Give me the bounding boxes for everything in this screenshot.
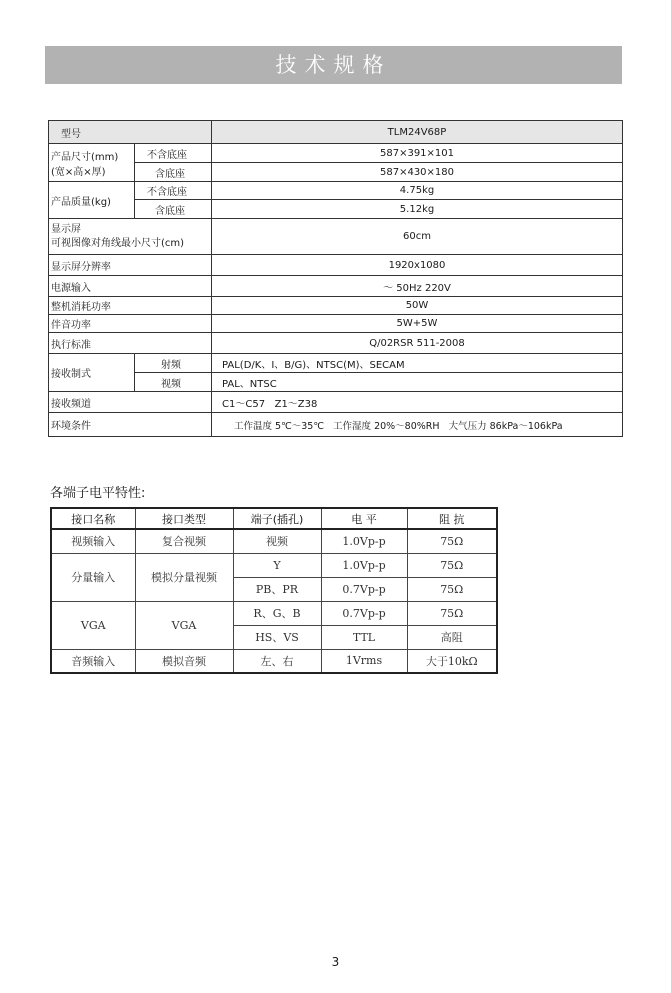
header-level: 电 平	[321, 508, 407, 529]
table-row	[51, 601, 497, 625]
component-y-level: 1.0Vp-p	[321, 553, 407, 577]
reception-label: 接收制式	[49, 354, 135, 392]
table-row	[51, 649, 497, 673]
standard-label: 执行标准	[49, 333, 212, 354]
size-no-stand-label: 不含底座	[135, 144, 212, 163]
standard-value: Q/02RSR 511-2008	[212, 333, 623, 354]
table-row	[49, 163, 623, 182]
video-terminal: 视频	[233, 529, 321, 553]
table-row	[49, 354, 623, 373]
video-impedance: 75Ω	[407, 529, 497, 553]
reception-rf-value: PAL(D/K、I、B/G)、NTSC(M)、SECAM	[212, 354, 623, 373]
weight-no-stand-value: 4.75kg	[212, 182, 623, 200]
resolution-value: 1920x1080	[212, 255, 623, 276]
vga-sync-impedance: 高阻	[407, 625, 497, 649]
vga-rgb-level: 0.7Vp-p	[321, 601, 407, 625]
power-input-value: ～ 50Hz 220V	[212, 276, 623, 297]
component-type: 模拟分量视频	[135, 553, 233, 601]
audio-type: 模拟音频	[135, 649, 233, 673]
table-row	[51, 553, 497, 577]
header-terminal: 端子(插孔)	[233, 508, 321, 529]
page-number: 3	[331, 955, 340, 969]
screen-label: 显示屏 可视图像对角线最小尺寸(cm)	[49, 219, 212, 255]
size-stand-label: 含底座	[135, 163, 212, 182]
table-row	[49, 392, 623, 413]
table-row	[49, 413, 623, 437]
model-label: 型号	[49, 121, 212, 144]
audio-power-value: 5W+5W	[212, 315, 623, 333]
vga-name: VGA	[51, 601, 135, 649]
environment-value: 工作温度 5℃～35℃ 工作湿度 20%～80%RH 大气压力 86kPa～106kPa	[212, 413, 623, 437]
power-consumption-value: 50W	[212, 297, 623, 315]
weight-no-stand-label: 不含底座	[135, 182, 212, 200]
page-title: 技术规格	[275, 53, 392, 77]
table-row	[49, 219, 623, 255]
power-input-label: 电源输入	[49, 276, 212, 297]
table-header-row	[51, 508, 497, 529]
table-row	[49, 373, 623, 392]
weight-stand-label: 含底座	[135, 200, 212, 219]
audio-impedance: 大于10kΩ	[407, 649, 497, 673]
table-row	[49, 255, 623, 276]
video-level: 1.0Vp-p	[321, 529, 407, 553]
table-row	[51, 529, 497, 553]
header-impedance: 阻 抗	[407, 508, 497, 529]
model-value: TLM24V68P	[212, 121, 623, 144]
header-interface-type: 接口类型	[135, 508, 233, 529]
audio-name: 音频输入	[51, 649, 135, 673]
component-pbpr-terminal: PB、PR	[233, 577, 321, 601]
screen-value: 60cm	[212, 219, 623, 255]
vga-sync-level: TTL	[321, 625, 407, 649]
channels-label: 接收频道	[49, 392, 212, 413]
component-pbpr-level: 0.7Vp-p	[321, 577, 407, 601]
component-pbpr-impedance: 75Ω	[407, 577, 497, 601]
audio-terminal: 左、右	[233, 649, 321, 673]
resolution-label: 显示屏分辨率	[49, 255, 212, 276]
vga-type: VGA	[135, 601, 233, 649]
video-type: 复合视频	[135, 529, 233, 553]
vga-rgb-terminal: R、G、B	[233, 601, 321, 625]
table-row	[49, 276, 623, 297]
channels-value: C1～C57 Z1～Z38	[212, 392, 623, 413]
table-row	[49, 144, 623, 163]
component-y-terminal: Y	[233, 553, 321, 577]
table-row	[49, 200, 623, 219]
table-row	[49, 182, 623, 200]
component-name: 分量输入	[51, 553, 135, 601]
vga-sync-terminal: HS、VS	[233, 625, 321, 649]
size-no-stand-value: 587×391×101	[212, 144, 623, 163]
weight-stand-value: 5.12kg	[212, 200, 623, 219]
table-row	[49, 315, 623, 333]
size-stand-value: 587×430×180	[212, 163, 623, 182]
component-y-impedance: 75Ω	[407, 553, 497, 577]
audio-power-label: 伴音功率	[49, 315, 212, 333]
power-consumption-label: 整机消耗功率	[49, 297, 212, 315]
table-row	[49, 121, 623, 144]
reception-rf-label: 射频	[135, 354, 212, 373]
reception-video-label: 视频	[135, 373, 212, 392]
header-interface-name: 接口名称	[51, 508, 135, 529]
reception-video-value: PAL、NTSC	[212, 373, 623, 392]
environment-label: 环境条件	[49, 413, 212, 437]
levels-title: 各端子电平特性:	[50, 486, 146, 501]
table-row	[49, 333, 623, 354]
spec-table	[48, 120, 623, 437]
size-label: 产品尺寸(mm) (宽×高×厚)	[49, 144, 135, 182]
video-name: 视频输入	[51, 529, 135, 553]
vga-rgb-impedance: 75Ω	[407, 601, 497, 625]
table-row	[49, 297, 623, 315]
weight-label: 产品质量(kg)	[49, 182, 135, 219]
title-bar	[45, 46, 622, 84]
levels-table	[50, 507, 498, 674]
audio-level: 1Vrms	[321, 649, 407, 673]
